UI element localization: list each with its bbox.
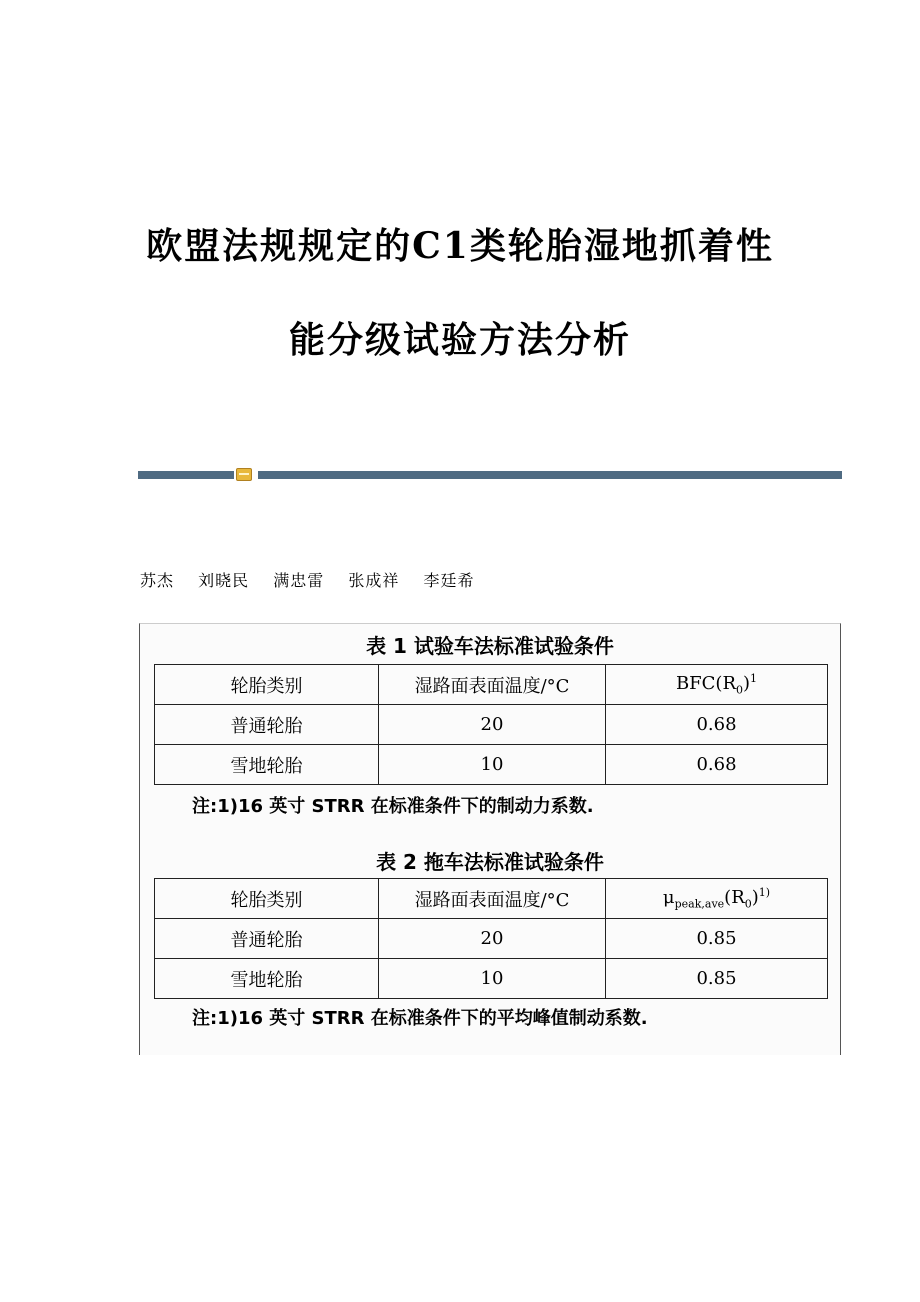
header-subscript: 0 <box>744 897 752 911</box>
table-row <box>155 705 828 745</box>
author-name: 张成祥 <box>348 571 400 590</box>
header-superscript: 1 <box>750 672 758 686</box>
divider-bar-right <box>258 471 842 479</box>
table-row <box>155 959 828 999</box>
document-title-line-2: 能分级试验方法分析 <box>288 319 631 361</box>
document-icon <box>236 468 252 481</box>
author-name: 刘晓民 <box>198 571 250 590</box>
header-text: ) <box>751 887 759 909</box>
header-subscript: peak,ave <box>674 897 725 911</box>
table-1 <box>154 664 828 785</box>
author-name: 满忠雷 <box>273 571 325 590</box>
divider-bar-left <box>138 471 234 479</box>
table-header-cell: 湿路面表面温度/°C <box>379 879 606 919</box>
header-text: BFC(R <box>675 673 737 695</box>
table-cell: 雪地轮胎 <box>155 745 379 785</box>
table-cell: 0.85 <box>606 959 828 999</box>
header-text: (R <box>724 887 745 909</box>
table-cell: 10 <box>379 959 606 999</box>
header-text: ) <box>743 673 751 695</box>
table-cell: 0.68 <box>606 745 828 785</box>
table-cell: 10 <box>379 745 606 785</box>
header-subscript: 0 <box>736 683 744 697</box>
table-header-row <box>155 879 828 919</box>
table-cell: 20 <box>379 919 606 959</box>
table-header-cell: 轮胎类别 <box>155 879 379 919</box>
table-cell: 0.68 <box>606 705 828 745</box>
table-row <box>155 919 828 959</box>
table-header-cell: 轮胎类别 <box>155 665 379 705</box>
author-name: 苏杰 <box>140 571 175 590</box>
table-2-note: 注:1)16 英寸 STRR 在标准条件下的平均峰值制动系数. <box>192 1008 648 1029</box>
table-cell: 普通轮胎 <box>155 705 379 745</box>
table-cell: 普通轮胎 <box>155 919 379 959</box>
table-cell: 20 <box>379 705 606 745</box>
header-text: μ <box>662 887 675 909</box>
table-1-caption: 表 1 试验车法标准试验条件 <box>366 634 614 658</box>
tables-figure <box>139 623 841 1055</box>
table-header-cell <box>606 665 828 705</box>
table-cell: 雪地轮胎 <box>155 959 379 999</box>
header-superscript: 1) <box>758 886 771 900</box>
table-1-note: 注:1)16 英寸 STRR 在标准条件下的制动力系数. <box>192 796 594 817</box>
author-list <box>140 568 492 591</box>
table-row <box>155 745 828 785</box>
document-title-line-1: 欧盟法规规定的C1类轮胎湿地抓着性 <box>146 225 774 267</box>
author-name: 李廷希 <box>423 571 475 590</box>
table-header-cell: 湿路面表面温度/°C <box>379 665 606 705</box>
table-cell: 0.85 <box>606 919 828 959</box>
table-header-cell <box>606 879 828 919</box>
table-2 <box>154 878 828 999</box>
table-header-row <box>155 665 828 705</box>
table-2-caption: 表 2 拖车法标准试验条件 <box>376 850 604 874</box>
